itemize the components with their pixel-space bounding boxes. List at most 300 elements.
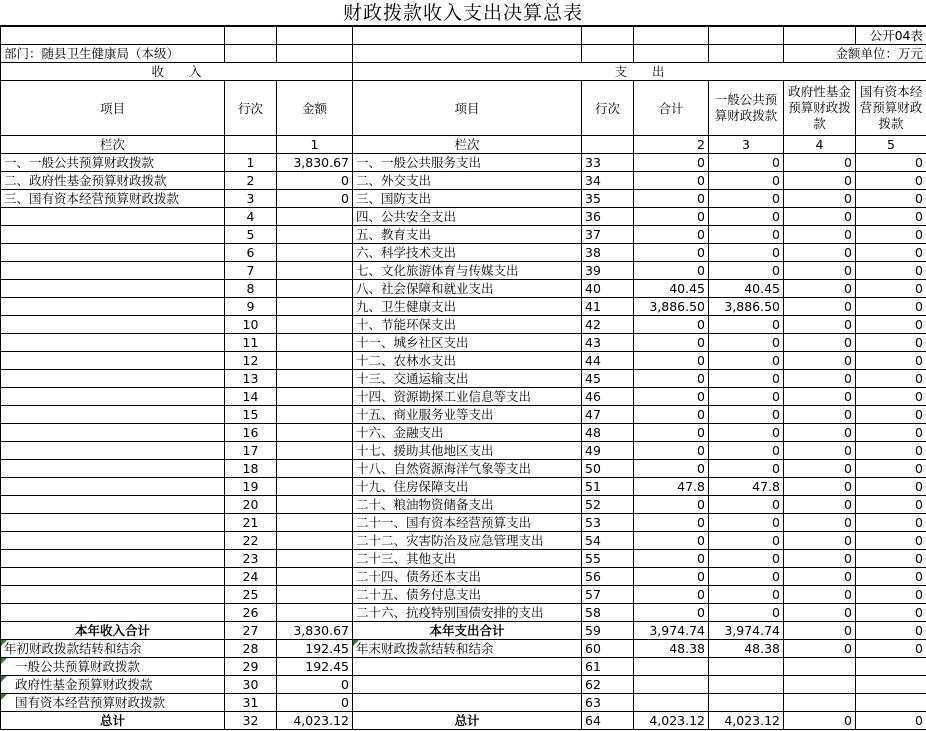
expense-state: 0 [856, 370, 926, 388]
expense-item: 十三、交通运输支出 [353, 370, 582, 388]
expense-state: 0 [856, 424, 926, 442]
expense-general: 0 [709, 532, 784, 550]
expense-row-no: 39 [582, 262, 634, 280]
expense-fund: 0 [784, 568, 856, 586]
income-row-no: 14 [225, 388, 277, 406]
expense-total: 0 [634, 208, 709, 226]
expense-row-no: 38 [582, 244, 634, 262]
income-amount [277, 478, 353, 496]
expense-fund: 0 [784, 280, 856, 298]
income-row-no: 5 [225, 226, 277, 244]
income-row-no: 12 [225, 352, 277, 370]
column-header-row [1, 81, 926, 136]
expense-total-total: 3,974.74 [634, 622, 709, 640]
col-general: 一般公共预算财政拨款 [709, 81, 784, 136]
income-amount [277, 586, 353, 604]
carry-income-item: 政府性基金预算财政拨款 [1, 676, 225, 694]
expense-state: 0 [856, 262, 926, 280]
expense-general: 0 [709, 370, 784, 388]
col-expense-rowno: 行次 [582, 81, 634, 136]
expense-general: 0 [709, 406, 784, 424]
expense-item: 四、公共安全支出 [353, 208, 582, 226]
expense-total: 0 [634, 442, 709, 460]
income-total-amount: 3,830.67 [277, 622, 353, 640]
expense-row-no: 33 [582, 154, 634, 172]
expense-item: 十七、援助其他地区支出 [353, 442, 582, 460]
expense-item: 九、卫生健康支出 [353, 298, 582, 316]
col-index-1: 1 [277, 136, 353, 154]
expense-general: 0 [709, 316, 784, 334]
income-item: 二、政府性基金预算财政拨款 [1, 172, 225, 190]
income-item [1, 280, 225, 298]
department-label: 部门：随县卫生健康局（本级） [1, 45, 225, 63]
income-amount [277, 352, 353, 370]
col-total: 合计 [634, 81, 709, 136]
expense-row-no: 55 [582, 550, 634, 568]
grand-total-expense-row-no: 64 [582, 712, 634, 730]
expense-total-fund: 0 [784, 622, 856, 640]
expense-row-no: 50 [582, 460, 634, 478]
carry-expense-general [709, 658, 784, 676]
expense-fund: 0 [784, 334, 856, 352]
expense-general: 0 [709, 460, 784, 478]
income-row-no: 23 [225, 550, 277, 568]
expense-item: 二十六、抗疫特别国债安排的支出 [353, 604, 582, 622]
expense-total-row-no: 59 [582, 622, 634, 640]
col-index-label: 栏次 [1, 136, 225, 154]
income-item [1, 568, 225, 586]
expense-fund: 0 [784, 316, 856, 334]
expense-state: 0 [856, 280, 926, 298]
income-item [1, 496, 225, 514]
carry-income-amount: 0 [277, 694, 353, 712]
expense-state: 0 [856, 226, 926, 244]
income-row-no: 4 [225, 208, 277, 226]
income-item [1, 478, 225, 496]
expense-item: 二十三、其他支出 [353, 550, 582, 568]
unit-label: 金额单位：万元 [784, 45, 926, 63]
income-amount: 3,830.67 [277, 154, 353, 172]
income-amount [277, 550, 353, 568]
income-row-no: 6 [225, 244, 277, 262]
expense-item: 十九、住房保障支出 [353, 478, 582, 496]
carry-expense-item: 年末财政拨款结转和结余 [353, 640, 582, 658]
table-row [1, 604, 926, 622]
expense-state: 0 [856, 460, 926, 478]
form-code-row [1, 27, 926, 45]
annual-total-row [1, 622, 926, 640]
carry-expense-state: 0 [856, 640, 926, 658]
carry-row [1, 694, 926, 712]
income-row-no: 24 [225, 568, 277, 586]
expense-item: 二、外交支出 [353, 172, 582, 190]
table-row [1, 190, 926, 208]
expense-total: 0 [634, 172, 709, 190]
expense-general: 47.8 [709, 478, 784, 496]
expense-fund: 0 [784, 388, 856, 406]
expense-general: 0 [709, 172, 784, 190]
expense-total: 0 [634, 424, 709, 442]
income-row-no: 22 [225, 532, 277, 550]
table-row [1, 388, 926, 406]
income-row-no: 26 [225, 604, 277, 622]
expense-item: 二十五、债务付息支出 [353, 586, 582, 604]
income-header: 收 入 [1, 63, 353, 81]
income-amount [277, 388, 353, 406]
expense-fund: 0 [784, 208, 856, 226]
expense-fund: 0 [784, 352, 856, 370]
expense-state: 0 [856, 244, 926, 262]
col-index-2: 2 [634, 136, 709, 154]
income-item: 一、一般公共预算财政拨款 [1, 154, 225, 172]
expense-state: 0 [856, 442, 926, 460]
income-amount [277, 226, 353, 244]
expense-row-no: 42 [582, 316, 634, 334]
income-row-no: 17 [225, 442, 277, 460]
expense-row-no: 51 [582, 478, 634, 496]
expense-row-no: 44 [582, 352, 634, 370]
expense-general: 0 [709, 154, 784, 172]
income-item [1, 370, 225, 388]
expense-general: 0 [709, 388, 784, 406]
expense-total: 0 [634, 496, 709, 514]
carry-expense-fund [784, 676, 856, 694]
expense-item: 二十一、国有资本经营预算支出 [353, 514, 582, 532]
carry-row [1, 658, 926, 676]
expense-row-no: 49 [582, 442, 634, 460]
carry-expense-fund [784, 658, 856, 676]
expense-fund: 0 [784, 478, 856, 496]
col-state: 国有资本经营预算财政拨款 [856, 81, 926, 136]
expense-general: 0 [709, 442, 784, 460]
expense-state: 0 [856, 298, 926, 316]
income-item [1, 424, 225, 442]
expense-row-no: 57 [582, 586, 634, 604]
expense-fund: 0 [784, 424, 856, 442]
table-row [1, 496, 926, 514]
carry-expense-state [856, 676, 926, 694]
income-amount [277, 298, 353, 316]
expense-state: 0 [856, 568, 926, 586]
carry-income-item: 年初财政拨款结转和结余 [1, 640, 225, 658]
income-amount [277, 568, 353, 586]
expense-item: 三、国防支出 [353, 190, 582, 208]
income-item [1, 298, 225, 316]
table-row [1, 460, 926, 478]
report-table [0, 26, 926, 730]
table-row [1, 352, 926, 370]
expense-item: 十四、资源勘探工业信息等支出 [353, 388, 582, 406]
income-amount [277, 370, 353, 388]
expense-fund: 0 [784, 298, 856, 316]
expense-item: 十六、金融支出 [353, 424, 582, 442]
carry-income-amount: 0 [277, 676, 353, 694]
expense-general: 0 [709, 244, 784, 262]
table-row [1, 262, 926, 280]
grand-total-state: 0 [856, 712, 926, 730]
table-row [1, 208, 926, 226]
expense-fund: 0 [784, 190, 856, 208]
carry-income-item: 一般公共预算财政拨款 [1, 658, 225, 676]
expense-item: 五、教育支出 [353, 226, 582, 244]
expense-item: 十八、自然资源海洋气象等支出 [353, 460, 582, 478]
income-amount [277, 208, 353, 226]
expense-row-no: 56 [582, 568, 634, 586]
grand-total-total: 4,023.12 [634, 712, 709, 730]
income-row-no: 9 [225, 298, 277, 316]
income-item [1, 514, 225, 532]
income-amount [277, 262, 353, 280]
expense-general: 0 [709, 352, 784, 370]
expense-item: 六、科学技术支出 [353, 244, 582, 262]
income-row-no: 21 [225, 514, 277, 532]
expense-total: 0 [634, 352, 709, 370]
expense-item: 二十四、债务还本支出 [353, 568, 582, 586]
col-expense-item: 项目 [353, 81, 582, 136]
income-total-label: 本年收入合计 [1, 622, 225, 640]
income-row-no: 2 [225, 172, 277, 190]
expense-item: 十二、农林水支出 [353, 352, 582, 370]
carry-expense-total [634, 658, 709, 676]
expense-general: 3,886.50 [709, 298, 784, 316]
income-row-no: 7 [225, 262, 277, 280]
income-total-row-no: 27 [225, 622, 277, 640]
table-row [1, 568, 926, 586]
expense-general: 0 [709, 226, 784, 244]
grand-total-income-amount: 4,023.12 [277, 712, 353, 730]
carry-expense-row-no: 62 [582, 676, 634, 694]
expense-item: 八、社会保障和就业支出 [353, 280, 582, 298]
expense-state: 0 [856, 406, 926, 424]
col-index-3: 3 [709, 136, 784, 154]
income-row-no: 11 [225, 334, 277, 352]
income-row-no: 16 [225, 424, 277, 442]
expense-total: 40.45 [634, 280, 709, 298]
section-header-row [1, 63, 926, 81]
expense-row-no: 37 [582, 226, 634, 244]
expense-total: 0 [634, 388, 709, 406]
carry-expense-fund [784, 694, 856, 712]
income-row-no: 15 [225, 406, 277, 424]
expense-state: 0 [856, 586, 926, 604]
carry-expense-total: 48.38 [634, 640, 709, 658]
table-row [1, 244, 926, 262]
expense-general: 0 [709, 208, 784, 226]
carry-expense-state [856, 694, 926, 712]
income-amount: 0 [277, 172, 353, 190]
income-amount [277, 460, 353, 478]
grand-total-row [1, 712, 926, 730]
expense-total: 0 [634, 262, 709, 280]
carry-expense-item [353, 658, 582, 676]
income-row-no: 18 [225, 460, 277, 478]
carry-income-row-no: 31 [225, 694, 277, 712]
income-item [1, 406, 225, 424]
carry-expense-state [856, 658, 926, 676]
expense-general: 0 [709, 586, 784, 604]
expense-total-general: 3,974.74 [709, 622, 784, 640]
expense-row-no: 54 [582, 532, 634, 550]
form-code: 公开04表 [856, 27, 926, 45]
expense-fund: 0 [784, 496, 856, 514]
col-fund: 政府性基金预算财政拨款 [784, 81, 856, 136]
income-item [1, 550, 225, 568]
expense-header: 支 出 [353, 63, 926, 81]
income-amount [277, 604, 353, 622]
table-row [1, 532, 926, 550]
table-row [1, 370, 926, 388]
income-amount [277, 280, 353, 298]
income-item [1, 244, 225, 262]
expense-general: 0 [709, 550, 784, 568]
expense-total: 3,886.50 [634, 298, 709, 316]
expense-fund: 0 [784, 370, 856, 388]
carry-expense-item [353, 694, 582, 712]
expense-row-no: 40 [582, 280, 634, 298]
expense-total-label: 本年支出合计 [353, 622, 582, 640]
carry-expense-item [353, 676, 582, 694]
expense-total: 47.8 [634, 478, 709, 496]
table-row [1, 316, 926, 334]
income-item: 三、国有资本经营预算财政拨款 [1, 190, 225, 208]
expense-fund: 0 [784, 604, 856, 622]
expense-total: 0 [634, 370, 709, 388]
expense-row-no: 34 [582, 172, 634, 190]
income-item [1, 262, 225, 280]
expense-total-state: 0 [856, 622, 926, 640]
expense-general: 0 [709, 568, 784, 586]
grand-total-expense-label: 总计 [353, 712, 582, 730]
carry-expense-row-no: 60 [582, 640, 634, 658]
income-item [1, 388, 225, 406]
income-row-no: 25 [225, 586, 277, 604]
expense-fund: 0 [784, 172, 856, 190]
expense-general: 0 [709, 190, 784, 208]
carry-expense-general [709, 676, 784, 694]
income-amount: 0 [277, 190, 353, 208]
grand-total-fund: 0 [784, 712, 856, 730]
table-row [1, 280, 926, 298]
expense-total: 0 [634, 550, 709, 568]
expense-general: 0 [709, 262, 784, 280]
expense-total: 0 [634, 568, 709, 586]
expense-total: 0 [634, 154, 709, 172]
carry-income-amount: 192.45 [277, 658, 353, 676]
col-index-4: 4 [784, 136, 856, 154]
expense-fund: 0 [784, 586, 856, 604]
expense-total: 0 [634, 190, 709, 208]
table-row [1, 154, 926, 172]
table-row [1, 586, 926, 604]
expense-state: 0 [856, 208, 926, 226]
grand-total-income-label: 总计 [1, 712, 225, 730]
expense-row-no: 47 [582, 406, 634, 424]
expense-total: 0 [634, 244, 709, 262]
expense-row-no: 58 [582, 604, 634, 622]
expense-item: 七、文化旅游体育与传媒支出 [353, 262, 582, 280]
expense-item: 十五、商业服务业等支出 [353, 406, 582, 424]
expense-fund: 0 [784, 460, 856, 478]
expense-total: 0 [634, 514, 709, 532]
income-amount [277, 424, 353, 442]
income-amount [277, 514, 353, 532]
carry-income-item: 国有资本经营预算财政拨款 [1, 694, 225, 712]
expense-total: 0 [634, 334, 709, 352]
table-row [1, 226, 926, 244]
income-item [1, 334, 225, 352]
income-row-no: 1 [225, 154, 277, 172]
income-row-no: 8 [225, 280, 277, 298]
expense-row-no: 41 [582, 298, 634, 316]
expense-row-no: 48 [582, 424, 634, 442]
expense-row-no: 46 [582, 388, 634, 406]
expense-total: 0 [634, 586, 709, 604]
carry-expense-general: 48.38 [709, 640, 784, 658]
expense-fund: 0 [784, 406, 856, 424]
carry-row [1, 676, 926, 694]
income-amount [277, 244, 353, 262]
expense-fund: 0 [784, 244, 856, 262]
table-row [1, 406, 926, 424]
carry-expense-row-no: 61 [582, 658, 634, 676]
income-row-no: 3 [225, 190, 277, 208]
carry-income-row-no: 29 [225, 658, 277, 676]
expense-state: 0 [856, 532, 926, 550]
carry-income-row-no: 28 [225, 640, 277, 658]
table-row [1, 172, 926, 190]
expense-total: 0 [634, 226, 709, 244]
expense-row-no: 53 [582, 514, 634, 532]
income-item [1, 316, 225, 334]
table-row [1, 442, 926, 460]
expense-total: 0 [634, 316, 709, 334]
income-item [1, 604, 225, 622]
income-amount [277, 442, 353, 460]
expense-fund: 0 [784, 262, 856, 280]
income-item [1, 352, 225, 370]
income-item [1, 532, 225, 550]
income-row-no: 19 [225, 478, 277, 496]
expense-row-no: 35 [582, 190, 634, 208]
expense-general: 40.45 [709, 280, 784, 298]
income-amount [277, 406, 353, 424]
income-item [1, 460, 225, 478]
expense-general: 0 [709, 604, 784, 622]
col-index-5: 5 [856, 136, 926, 154]
expense-fund: 0 [784, 550, 856, 568]
expense-total: 0 [634, 460, 709, 478]
expense-state: 0 [856, 316, 926, 334]
expense-state: 0 [856, 514, 926, 532]
col-income-rowno: 行次 [225, 81, 277, 136]
expense-general: 0 [709, 424, 784, 442]
expense-state: 0 [856, 352, 926, 370]
table-row [1, 334, 926, 352]
expense-state: 0 [856, 478, 926, 496]
col-index-label: 栏次 [353, 136, 582, 154]
expense-state: 0 [856, 388, 926, 406]
income-item [1, 226, 225, 244]
carry-expense-total [634, 694, 709, 712]
expense-state: 0 [856, 190, 926, 208]
carry-expense-general [709, 694, 784, 712]
carry-expense-row-no: 63 [582, 694, 634, 712]
expense-total: 0 [634, 406, 709, 424]
income-amount [277, 334, 353, 352]
expense-fund: 0 [784, 154, 856, 172]
expense-item: 十、节能环保支出 [353, 316, 582, 334]
expense-state: 0 [856, 172, 926, 190]
